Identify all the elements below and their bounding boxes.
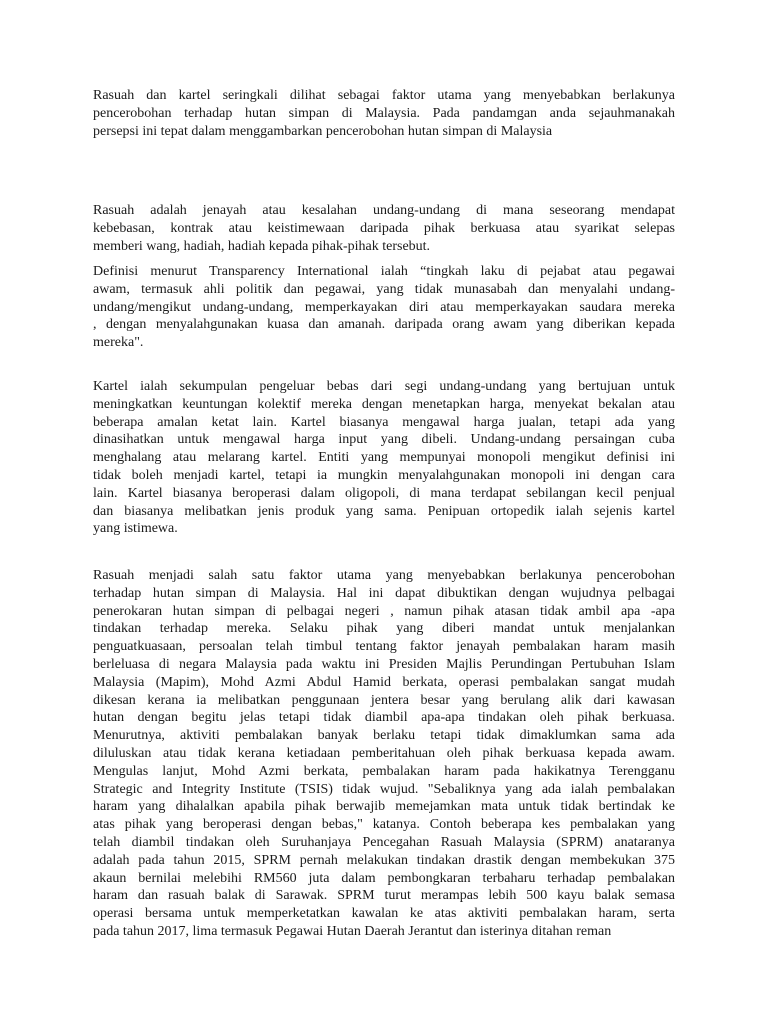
text-line: berleluasa di negara Malaysia pada waktu ini Presiden Majlis Perundingan Pertubuhan Islam xyxy=(93,656,675,672)
rasuah-factor-paragraph xyxy=(93,567,675,941)
text-line: hutan dengan begitu jelas tetapi tidak diambil apa-apa tindakan oleh pihak berkuasa. xyxy=(93,710,675,726)
text-line: persepsi ini tepat dalam menggambarkan pencerobohan hutan simpan di Malaysia xyxy=(93,123,553,139)
intro-question-paragraph xyxy=(93,87,675,140)
text-line: yang istimewa. xyxy=(93,521,178,537)
text-line: dikesan kerana ia melibatkan penggunaan jentera besar yang berulang alik dari kawasan xyxy=(93,692,675,708)
text-line: pada tahun 2017, lima termasuk Pegawai Hutan Daerah Jerantut dan isterinya ditahan reman xyxy=(93,923,612,939)
text-line: dinasihatkan untuk mengawal harga input yang dibeli. Undang-undang persaingan cuba xyxy=(93,432,675,448)
text-line: haram yang dihalalkan apabila pihak berwajib memejamkan mata untuk tidak bertindak ke xyxy=(93,799,675,815)
text-line: Definisi menurut Transparency International ialah “tingkah laku di pejabat atau pegawai xyxy=(93,264,675,279)
text-line: , dengan menyalahgunakan kuasa dan amanah. daripada orang awam yang diberikan kepada xyxy=(93,317,675,333)
text-line: kebebasan, kontrak atau keistimewaan daripada pihak berkuasa atau syarikat selepas xyxy=(93,220,675,236)
text-line: lain. Kartel biasanya beroperasi dalam oligopoli, di mana terdapat sebilangan kecil penjual xyxy=(93,485,675,501)
text-line: terhadap hutan simpan di Malaysia. Hal ini dapat dibuktikan dengan wujudnya pelbagai xyxy=(93,585,675,601)
text-line: mereka". xyxy=(93,335,144,351)
kartel-definition-paragraph xyxy=(93,378,675,538)
text-line: operasi bersama untuk memperketatkan kawalan ke atas aktiviti pembalakan haram, serta xyxy=(93,906,675,922)
text-line: Malaysia (Mapim), Mohd Azmi Abdul Hamid berkata, operasi pembalakan sangat mudah xyxy=(93,674,675,690)
rasuah-definition-paragraph xyxy=(93,202,675,255)
text-line: tindakan terhadap mereka. Selaku pihak yang diberi mandat untuk menjalankan xyxy=(93,621,675,637)
text-line: awam, termasuk ahli politik dan pegawai, yang tidak munasabah dan menyalahi undang- xyxy=(93,281,675,297)
text-line: Menurutnya, aktiviti pembalakan banyak berlaku tetapi tidak dimaklumkan sama ada xyxy=(93,728,675,744)
text-line: Strategic and Integrity Institute (TSIS) tidak wujud. "Sebaliknya yang ada ialah pembalakan xyxy=(93,781,675,797)
text-line: diluluskan atau tidak kerana ketiadaan pemberitahuan oleh pihak berkuasa kepada awam. xyxy=(93,745,675,761)
text-line: Rasuah menjadi salah satu faktor utama yang menyebabkan berlakunya pencerobohan xyxy=(93,568,675,583)
text-line: akaun bernilai melebihi RM560 juta dalam pembongkaran terbaharu terhadap pembalakan xyxy=(93,870,675,886)
text-line: haram dan rasuah balak di Sarawak. SPRM turut merampas lebih 500 kayu balak semasa xyxy=(93,888,675,904)
text-line: telah diambil tindakan oleh Suruhanjaya Pencegahan Rasuah Malaysia (SPRM) anataranya xyxy=(93,834,675,850)
text-line: Mengulas lanjut, Mohd Azmi berkata, pembalakan haram pada hakikatnya Terengganu xyxy=(93,763,675,779)
text-line: dan biasanya melibatkan jenis produk yang sama. Penipuan ortopedik ialah sejenis kartel xyxy=(93,503,675,519)
text-line: penerokaran hutan simpan di pelbagai negeri , namun pihak atasan tidak ambil apa -apa xyxy=(93,603,675,619)
text-line: penguatkuasaan, persoalan telah timbul tentang faktor jenayah pembalakan haram masih xyxy=(93,639,675,655)
transparency-definition-paragraph xyxy=(93,263,675,352)
text-line: pencerobohan terhadap hutan simpan di Malaysia. Pada pandamgan anda sejauhmanakah xyxy=(93,105,675,121)
text-line: Rasuah adalah jenayah atau kesalahan undang-undang di mana seseorang mendapat xyxy=(93,203,675,218)
text-line: beberapa amalan ketat lain. Kartel biasanya mengawal harga jualan, tetapi ada yang xyxy=(93,414,675,430)
text-line: Kartel ialah sekumpulan pengeluar bebas dari segi undang-undang yang bertujuan untuk xyxy=(93,379,675,394)
text-line: meningkatkan keuntungan kolektif mereka dengan menetapkan harga, menyekat bekalan atau xyxy=(93,396,675,412)
text-line: tidak boleh menjadi kartel, tetapi ia mungkin menyalahgunakan monopoli ini dengan cara xyxy=(93,467,675,483)
text-line: undang/mengikut undang-undang, memperkayakan diri atau memperkayakan saudara mereka xyxy=(93,299,675,315)
text-line: memberi wang, hadiah, hadiah kepada pihak-pihak tersebut. xyxy=(93,238,431,254)
text-line: atas pihak yang beroperasi dengan bebas," katanya. Contoh beberapa kes pembalakan yang xyxy=(93,817,675,833)
text-line: adalah pada tahun 2015, SPRM pernah melakukan tindakan drastik dengan membekukan 375 xyxy=(93,852,675,868)
text-line: menghalang atau melarang kartel. Entiti yang mempunyai monopoli mengikut definisi ini xyxy=(93,450,675,466)
text-line: Rasuah dan kartel seringkali dilihat sebagai faktor utama yang menyebabkan berlakunya xyxy=(93,88,675,103)
